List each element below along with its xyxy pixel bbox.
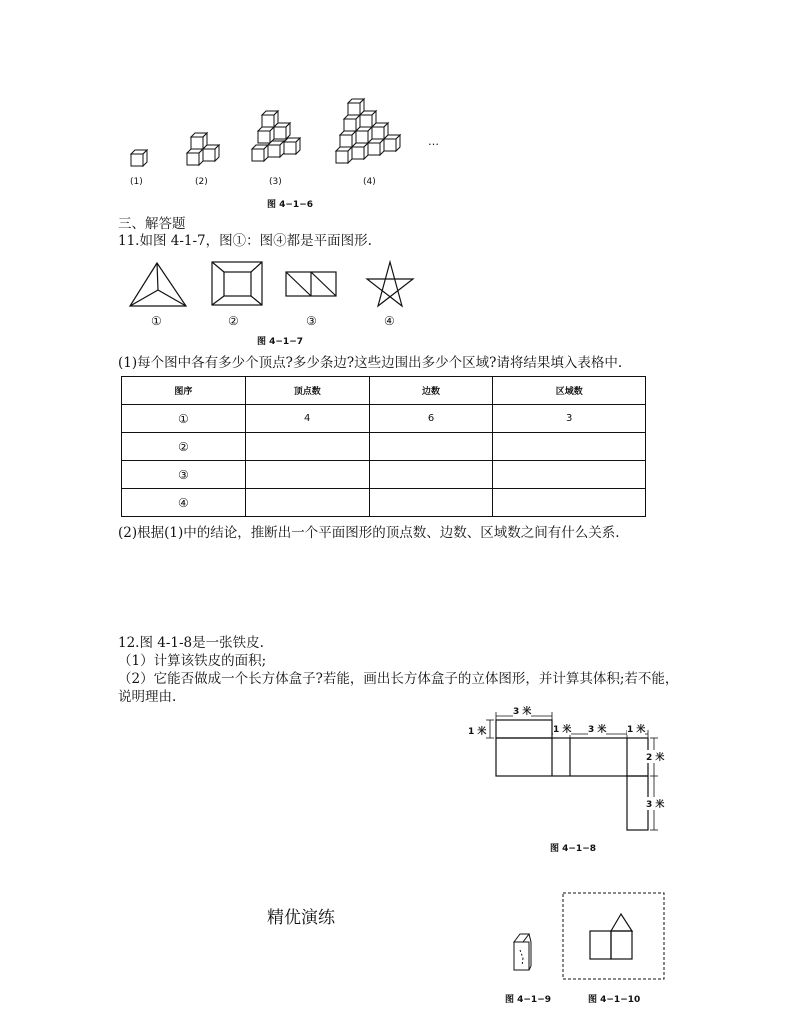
figure-caption-4-1-9: 图 4−1−9: [505, 995, 552, 1005]
q12-part2-line2: 说明理由.: [118, 689, 177, 705]
q12-intro: 12.图 4-1-8是一张铁皮.: [118, 635, 264, 651]
figure-caption-4-1-8: 图 4−1−8: [550, 844, 597, 854]
col-header-vertices: 顶点数: [245, 377, 369, 405]
dim-mid-small-1: 1 米: [553, 722, 571, 735]
dim-left-height: 1 米: [468, 727, 487, 737]
table-cell: 4: [245, 405, 369, 433]
col-header-edges: 边数: [369, 377, 493, 405]
shape-label-4: ④: [384, 314, 395, 328]
dim-mid-width: 3 米: [588, 722, 606, 735]
dim-mid-small-2: 1 米: [627, 722, 645, 735]
section-title: 三、解答题: [118, 216, 186, 232]
shape-label-2: ②: [228, 314, 239, 328]
ellipsis: …: [428, 135, 439, 148]
shape-label-3: ③: [306, 314, 317, 328]
q11-intro: 11.如图 4-1-7，图①：图④都是平面图形.: [118, 233, 372, 249]
q12-part2-line1: （2）它能否做成一个长方体盒子?若能，画出长方体盒子的立体图形，并计算其体积;若不能，: [118, 671, 679, 687]
stack-label-2: (2): [195, 177, 208, 187]
q11-part1: (1)每个图中各有多少个顶点?多少条边?这些边围出多少个区域?请将结果填入表格中.: [118, 355, 623, 371]
prism-figure-4-1-9: [514, 934, 531, 970]
q11-part2: (2)根据(1)中的结论，推断出一个平面图形的顶点数、边数、区域数之间有什么关系.: [118, 525, 620, 541]
table-cell: ②: [122, 433, 246, 461]
table-cell: ④: [122, 489, 246, 517]
table-cell: ③: [122, 461, 246, 489]
col-header-regions: 区域数: [493, 377, 646, 405]
table-cell: 6: [369, 405, 493, 433]
col-header-sequence: 图序: [122, 377, 246, 405]
stack-label-4: (4): [363, 177, 376, 187]
table-cell: 3: [493, 405, 646, 433]
figure-caption-4-1-7: 图 4−1−7: [257, 337, 304, 347]
dim-right-upper: 2 米: [646, 750, 664, 763]
dim-top-width: 3 米: [513, 704, 531, 717]
figure-caption-4-1-10: 图 4−1−10: [588, 995, 641, 1005]
practice-title: 精优演练: [267, 908, 335, 928]
figure-caption-4-1-6: 图 4−1−6: [267, 200, 314, 210]
stack-label-3: (3): [269, 177, 282, 187]
table-cell: ①: [122, 405, 246, 433]
dim-right-lower: 3 米: [646, 797, 664, 810]
net-figure-4-1-10: [563, 893, 664, 979]
q12-part1: （1）计算该铁皮的面积;: [118, 653, 267, 669]
stack-label-1: (1): [130, 177, 143, 187]
shape-label-1: ①: [151, 314, 162, 328]
